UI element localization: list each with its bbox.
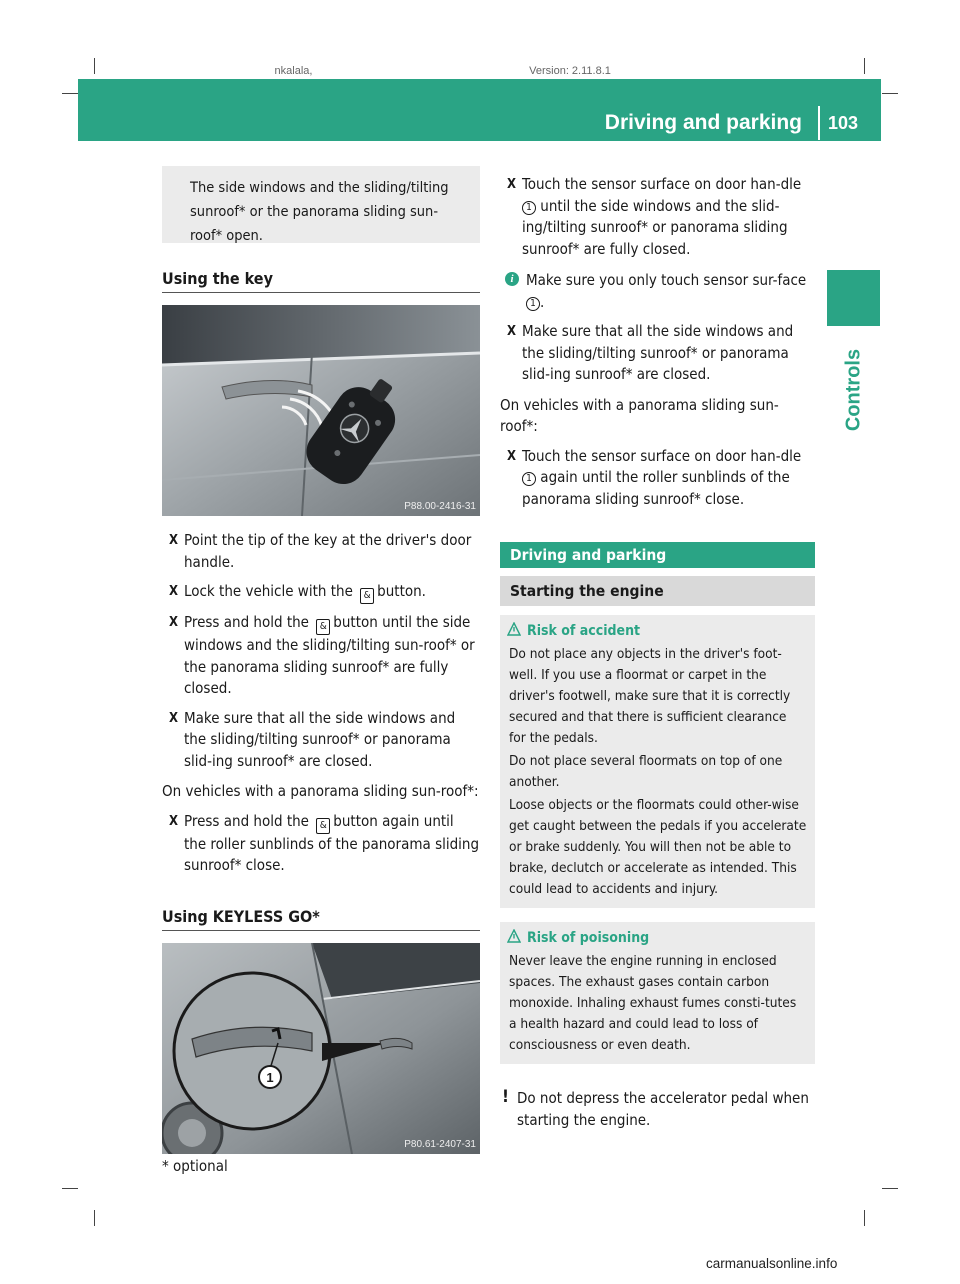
step-marker-icon: X <box>169 710 179 726</box>
page-title: Driving and parking <box>604 111 802 134</box>
lock-icon: & <box>316 818 330 834</box>
step-text: button until the side windows and the sliding/tilting sun-roof* or the panorama sliding sunroof* are fully closed. <box>184 613 475 697</box>
step-marker-icon: X <box>169 584 179 599</box>
warning-title-text: Risk of accident <box>527 623 641 639</box>
warning-title <box>509 928 807 949</box>
step-text: Touch the sensor surface on door han-dle <box>522 175 802 193</box>
key-illustration <box>162 305 480 516</box>
warning-title <box>509 621 807 642</box>
photo-code: P88.00-2416-31 <box>404 501 476 512</box>
step <box>162 530 480 573</box>
step-marker-icon: X <box>507 324 517 339</box>
warning-title-text: Risk of poisoning <box>527 930 650 946</box>
step <box>500 321 815 386</box>
heading-keyless-go: Using KEYLESS GO* <box>162 907 480 931</box>
step <box>162 811 480 877</box>
info-icon: i <box>505 272 519 286</box>
warning-paragraph: Do not place any objects in the driver's foot-well. If you use a floormat or carpet in the driver's footwell, make sure that it is correctly secured and that there is sufficient clearance for the pedals. <box>509 646 791 746</box>
photo-code: P80.61-2407-31 <box>404 1138 476 1150</box>
watermark: carmanualsonline.info <box>706 1256 838 1271</box>
info-note <box>500 270 815 313</box>
step-text: until the side windows and the slid-ing/tilting sunroof* or panorama sliding sunroof* are fully closed. <box>522 196 788 258</box>
warning-paragraph: Never leave the engine running in enclosed spaces. The exhaust gases contain carbon monoxide. Inhaling exhaust fumes consti-tutes a health hazard and could lead to loss of consciousness or even death. <box>509 953 797 1053</box>
info-text: . <box>540 292 545 311</box>
exclamation-icon: ! <box>502 1087 509 1107</box>
step-marker-icon: X <box>507 177 517 192</box>
caution-text: Do not depress the accelerator pedal when starting the engine. <box>517 1089 809 1129</box>
warning-triangle-icon <box>507 929 521 943</box>
step <box>162 612 480 700</box>
step-text: Press and hold the <box>184 811 309 830</box>
crop-mark <box>62 1188 78 1189</box>
callout-number: 1 <box>266 1069 274 1085</box>
step-text: Touch the sensor surface on door han-dle <box>522 446 802 465</box>
note-box <box>162 166 480 243</box>
crop-mark <box>882 1188 898 1189</box>
step <box>162 708 480 773</box>
subsection-heading: Starting the engine <box>500 576 815 606</box>
keyless-photo <box>162 943 480 1154</box>
crop-mark <box>62 93 78 94</box>
step-marker-icon: X <box>169 615 179 630</box>
step-text: Lock the vehicle with the <box>184 582 353 600</box>
header-meta-right: Version: 2.11.8.1 <box>529 65 611 76</box>
side-tab-text: Controls <box>842 348 864 432</box>
step-text: again until the roller sunblinds of the panorama sliding sunroof* close. <box>522 468 790 508</box>
warning-box-poisoning <box>500 922 815 1064</box>
step-marker-icon: X <box>507 448 517 464</box>
step-marker-icon: X <box>169 813 179 829</box>
key-photo <box>162 305 480 516</box>
caution-note <box>500 1088 815 1131</box>
side-tab-label <box>827 330 880 450</box>
note-text: The side windows and the sliding/tilting sunroof* or the panorama sliding sun-roof* open. <box>190 180 449 244</box>
lock-icon: & <box>316 619 330 635</box>
step <box>162 581 480 604</box>
callout-1-icon: 1 <box>522 472 536 486</box>
paragraph: On vehicles with a panorama sliding sun-roof*: <box>162 782 479 800</box>
warning-paragraph: Loose objects or the floormats could other-wise get caught between the pedals if you accelerate or brake suddenly. You will then not be able to brake, declutch or accelerate as intended. This could lead to accidents and injury. <box>509 797 807 897</box>
crop-mark <box>864 1210 865 1226</box>
crop-mark <box>882 93 898 94</box>
step <box>500 446 815 511</box>
callout-1-icon: 1 <box>526 297 540 311</box>
crop-mark <box>94 1210 95 1226</box>
step <box>500 174 815 260</box>
step-text: Make sure that all the side windows and the sliding/tilting sunroof* or panorama slid-ing sunroof* are closed. <box>522 322 794 383</box>
side-tab <box>827 270 880 326</box>
page-number: 103 <box>828 113 859 133</box>
step-text: Point the tip of the key at the driver's door handle. <box>184 531 472 571</box>
section-heading: Driving and parking <box>500 542 815 568</box>
info-text: Make sure you only touch sensor sur-face <box>526 271 807 289</box>
step-text: button. <box>377 582 426 600</box>
header-meta-left: nkalala, <box>274 65 313 76</box>
step-text: Press and hold the <box>184 613 309 631</box>
heading-using-key: Using the key <box>162 269 480 293</box>
door-handle-illustration <box>162 943 480 1154</box>
step-text: button again until the roller sunblinds of the panorama sliding sunroof* close. <box>184 811 480 874</box>
footnote: * optional <box>162 1157 228 1175</box>
right-column <box>500 166 815 1131</box>
paragraph: On vehicles with a panorama sliding sun-roof*: <box>500 395 779 435</box>
warning-triangle-icon <box>507 622 521 636</box>
warning-paragraph: Do not place several floormats on top of one another. <box>509 753 783 790</box>
step-text: Make sure that all the side windows and the sliding/tilting sunroof* or panorama slid-ing sunroof* are closed. <box>184 708 456 770</box>
lock-icon: & <box>360 588 374 604</box>
crop-mark <box>864 58 865 74</box>
step-marker-icon: X <box>169 533 179 548</box>
callout-1-icon: 1 <box>522 201 536 215</box>
left-column <box>162 166 480 1154</box>
header-separator <box>818 106 820 140</box>
warning-box-accident <box>500 615 815 908</box>
